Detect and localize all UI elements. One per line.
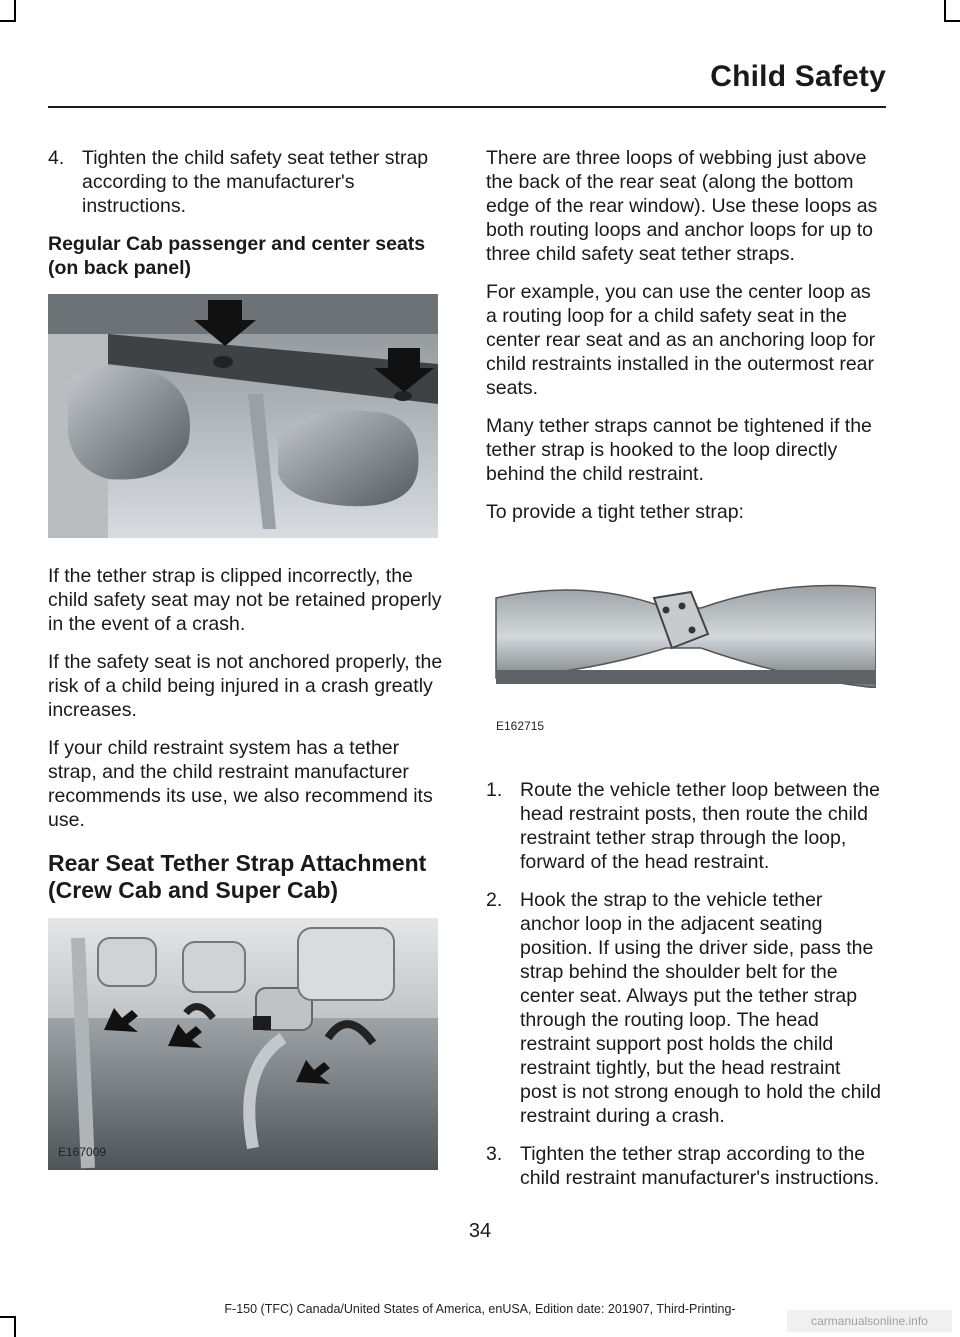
crop-mark bbox=[0, 20, 16, 22]
crop-mark bbox=[944, 0, 946, 22]
figure-rear-seat-loops bbox=[48, 918, 438, 1170]
footer-edition: F-150 (TFC) Canada/United States of America, enUSA, Edition date: 201907, Third-Printing- bbox=[224, 1302, 736, 1316]
figure-code: E167009 bbox=[58, 1145, 107, 1159]
step-list bbox=[486, 778, 881, 1190]
step-text: Tighten the tether strap according to the child restraint manufacturer's instructions. bbox=[520, 1143, 880, 1189]
figure-code: E162715 bbox=[496, 719, 545, 733]
page-title: Child Safety bbox=[710, 60, 886, 93]
paragraph: To provide a tight tether strap: bbox=[486, 501, 744, 523]
paragraph: There are three loops of webbing just above the back of the rear seat (along the bottom edge of the rear window). Use these loops as both routing loops and anchor loops for up to three child safety seat tether straps. bbox=[486, 147, 878, 265]
tether-loop-illustration bbox=[486, 538, 876, 752]
paragraph: If the safety seat is not anchored properly, the risk of a child being injured in a crash greatly increases. bbox=[48, 651, 443, 721]
right-column bbox=[486, 146, 881, 1204]
step-number: 1. bbox=[486, 779, 503, 801]
list-item bbox=[48, 146, 443, 218]
paragraph: For example, you can use the center loop as a routing loop for a child safety seat in the center rear seat and as an anchoring loop for child restraints installed in the outermost rear seats. bbox=[486, 281, 876, 399]
step-number: 4. bbox=[48, 147, 65, 169]
list-item bbox=[486, 888, 881, 1128]
paragraph: Many tether straps cannot be tightened if the tether strap is hooked to the loop directly behind the child restraint. bbox=[486, 415, 872, 485]
left-column bbox=[48, 146, 443, 1196]
paragraph: If your child restraint system has a tether strap, and the child restraint manufacturer recommends its use, we also recommend its use. bbox=[48, 737, 433, 831]
back-panel-illustration bbox=[48, 294, 438, 538]
header-divider bbox=[48, 106, 886, 108]
page-number: 34 bbox=[468, 1220, 492, 1242]
regular-cab-heading: Regular Cab passenger and center seats (on back panel) bbox=[48, 233, 426, 279]
step-list-continued bbox=[48, 146, 443, 218]
crop-mark bbox=[14, 1316, 16, 1337]
crop-mark bbox=[944, 20, 960, 22]
figure-tether-loop bbox=[486, 538, 876, 752]
step-number: 3. bbox=[486, 1143, 503, 1165]
figure-back-panel-anchors bbox=[48, 294, 438, 538]
step-text: Route the vehicle tether loop between the head restraint posts, then route the child restraint tether strap through the loop, forward of the head restraint. bbox=[520, 779, 880, 873]
crop-mark bbox=[0, 1316, 16, 1318]
section-heading: Rear Seat Tether Strap Attachment (Crew Cab and Super Cab) bbox=[48, 850, 427, 903]
crop-mark bbox=[14, 0, 16, 22]
step-text: Tighten the child safety seat tether strap according to the manufacturer's instructions. bbox=[82, 147, 429, 217]
rear-seat-illustration bbox=[48, 918, 438, 1170]
list-item bbox=[486, 778, 881, 874]
paragraph: If the tether strap is clipped incorrectly, the child safety seat may not be retained properly in the event of a crash. bbox=[48, 565, 442, 635]
watermark: carmanualsonline.info bbox=[787, 1310, 952, 1332]
step-text: Hook the strap to the vehicle tether anchor loop in the adjacent seating position. If using the driver side, pass the strap behind the shoulder belt for the center seat. Always put the tether strap through the routing loop. The head restraint support post holds the child restraint tightly, but the head restraint post is not strong enough to hold the child restraint during a crash. bbox=[520, 889, 881, 1127]
step-number: 2. bbox=[486, 889, 503, 911]
list-item bbox=[486, 1142, 881, 1190]
